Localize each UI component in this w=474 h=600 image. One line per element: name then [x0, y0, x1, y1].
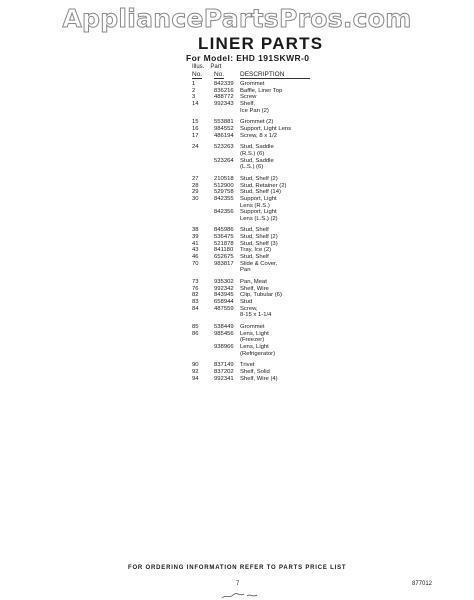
part-no-label: No.: [214, 71, 225, 78]
part-row: [192, 279, 320, 286]
part-row: [192, 81, 320, 88]
illus-number: 3: [192, 94, 196, 101]
document-code: 877012: [412, 581, 433, 587]
part-number: 938966: [214, 343, 234, 350]
part-number: 512900: [214, 182, 234, 189]
part-row-continuation: [192, 203, 320, 210]
part-row-continuation: [192, 351, 320, 358]
model-line: For Model: EHD 191SKWR-0: [186, 53, 310, 63]
part-description: Clip, Tubular (6): [240, 292, 282, 299]
part-description: Stud, Shelf (2): [240, 175, 278, 182]
part-number: 521878: [214, 240, 234, 247]
part-number: 538449: [214, 324, 234, 330]
illus-number: 29: [192, 189, 199, 196]
no-label: No.: [192, 71, 203, 78]
part-row: [192, 144, 320, 151]
part-row: [192, 299, 320, 306]
part-description: (Refrigerator): [240, 350, 276, 357]
illus-number: 14: [192, 100, 199, 107]
part-row: [192, 209, 320, 216]
illus-number: [192, 209, 214, 216]
part-description: Tray, Ice (2): [240, 247, 272, 254]
part-description: 8-15 x 1-1/4: [240, 312, 272, 319]
part-number: 992341: [214, 375, 234, 382]
illus-number: [192, 158, 214, 165]
part-row: [192, 88, 320, 95]
part-row: [192, 119, 320, 126]
page-number: 7: [236, 581, 240, 587]
part-row: [192, 133, 320, 140]
illus-number: 43: [192, 247, 199, 254]
column-header-top: [192, 64, 227, 70]
illus-number: 94: [192, 375, 199, 382]
part-number: 487559: [214, 305, 234, 312]
part-number: 523264: [214, 157, 234, 164]
part-row: [192, 158, 320, 165]
part-number: [214, 267, 240, 274]
part-row: [192, 94, 320, 101]
part-number: 658944: [214, 299, 234, 306]
illus-number: 2: [192, 87, 196, 94]
part-description: Support, Light: [240, 195, 277, 202]
part-description: Lens (L.S.) (2): [240, 215, 278, 222]
part-row: [192, 261, 320, 268]
illus-number: 73: [192, 279, 199, 286]
part-row: [192, 241, 320, 248]
part-number: [214, 337, 240, 344]
part-row: [192, 344, 320, 351]
illus-number: 86: [192, 330, 199, 337]
part-number: 210518: [214, 175, 234, 182]
part-row: [192, 362, 320, 369]
part-row: [192, 292, 320, 299]
part-description: Stud, Retainer (2): [240, 182, 287, 189]
part-description: Stud, Shelf (3): [240, 240, 278, 247]
part-row: [192, 324, 320, 331]
ordering-footer: FOR ORDERING INFORMATION REFER TO PARTS PRICE LIST: [128, 565, 347, 571]
part-description: Shelf, Solid: [240, 368, 270, 375]
part-row: [192, 101, 320, 108]
illus-number: [192, 337, 214, 344]
part-number: [214, 108, 240, 115]
part-row: [192, 254, 320, 261]
part-number: 983817: [214, 260, 234, 267]
part-row: [192, 331, 320, 338]
description-label: DESCRIPTION: [240, 71, 310, 79]
part-row: [192, 196, 320, 203]
part-description: (L.S.) (6): [240, 164, 264, 171]
illus-number: 76: [192, 285, 199, 292]
part-row-continuation: [192, 312, 320, 319]
part-description: Grommet (2): [240, 119, 274, 126]
part-number: [214, 164, 240, 171]
part-description: Stud, Saddle: [240, 144, 274, 151]
illus-number: 85: [192, 324, 199, 330]
illus-number: 16: [192, 125, 199, 132]
part-number: 843945: [214, 292, 234, 299]
part-number: 841180: [214, 247, 234, 254]
part-row-continuation: [192, 151, 320, 158]
part-row: [192, 234, 320, 241]
part-number: 836216: [214, 87, 234, 94]
part-description: (Freezer): [240, 337, 265, 344]
part-description: Pan: [240, 267, 251, 274]
illus-number: 70: [192, 260, 199, 267]
column-header: [192, 71, 310, 79]
part-number: 992342: [214, 285, 234, 292]
part-description: Stud, Shelf: [240, 227, 269, 234]
part-number: 523263: [214, 144, 234, 151]
part-description: Shelf, Wire: [240, 285, 269, 292]
part-row: [192, 227, 320, 234]
part-description: Ice Pan (2): [240, 107, 269, 114]
part-number: [214, 312, 240, 319]
part-row: [192, 247, 320, 254]
part-description: Pan, Meat: [240, 279, 267, 286]
part-number: [214, 216, 240, 223]
part-description: Baffle, Liner Top: [240, 87, 283, 94]
part-description: Shelf,: [240, 100, 256, 107]
part-description: (R.S.) (6): [240, 150, 265, 157]
part-row-continuation: [192, 267, 320, 274]
part-number: 837202: [214, 368, 234, 375]
page-title: LINER PARTS: [198, 34, 324, 53]
part-description: Support, Light: [240, 209, 277, 216]
part-description: Shelf, Wire (4): [240, 375, 278, 382]
part-number: 842339: [214, 81, 234, 87]
part-row-continuation: [192, 164, 320, 171]
part-description: Grommet: [240, 81, 265, 87]
illus-number: 84: [192, 305, 199, 312]
illus-number: 15: [192, 119, 199, 126]
illus-number: 83: [192, 299, 199, 306]
part-number: 935302: [214, 279, 234, 286]
illus-number: 92: [192, 368, 199, 375]
illus-number: [192, 312, 214, 319]
part-description: Stud, Shelf (14): [240, 189, 281, 196]
part-row-continuation: [192, 337, 320, 344]
part-description: Slide & Cover,: [240, 260, 278, 267]
part-description: Grommet: [240, 324, 265, 330]
illus-number: [192, 267, 214, 274]
part-number: [214, 203, 240, 210]
part-row: [192, 189, 320, 196]
part-description: Support, Light Lens: [240, 125, 292, 132]
part-number: 842355: [214, 195, 234, 202]
part-description: Stud, Saddle: [240, 157, 274, 164]
illus-label: Illus.: [192, 64, 205, 70]
illus-number: [192, 151, 214, 158]
part-row-continuation: [192, 108, 320, 115]
illus-number: [192, 344, 214, 351]
illus-number: [192, 203, 214, 210]
part-description: Lens (R.S.): [240, 202, 270, 209]
part-row: [192, 176, 320, 183]
illus-number: 90: [192, 362, 199, 369]
parts-list: [192, 81, 320, 382]
illus-number: [192, 108, 214, 115]
part-number: [214, 151, 240, 158]
part-row: [192, 126, 320, 133]
part-number: 992343: [214, 100, 234, 107]
part-number: 652675: [214, 254, 234, 261]
illus-number: 17: [192, 132, 199, 139]
part-row: [192, 369, 320, 376]
illus-number: 38: [192, 227, 199, 234]
watermark-logo: AppliancePartsPros.com: [62, 4, 412, 33]
part-description: Screw, 8 x 1/2: [240, 132, 277, 139]
illus-number: 1: [192, 81, 196, 87]
part-row: [192, 286, 320, 293]
part-description: Stud, Shelf: [240, 254, 269, 261]
part-number: 837149: [214, 362, 234, 369]
handwritten-mark: [220, 590, 260, 600]
part-number: 984552: [214, 125, 234, 132]
part-description: Screw: [240, 94, 257, 101]
illus-number: 28: [192, 182, 199, 189]
illus-number: 82: [192, 292, 199, 299]
part-row: [192, 183, 320, 190]
illus-number: 41: [192, 240, 199, 247]
part-row: [192, 306, 320, 313]
part-number: [214, 351, 240, 358]
part-description: Screw,: [240, 305, 258, 312]
part-number: 536475: [214, 234, 234, 241]
illus-number: 24: [192, 144, 199, 151]
part-description: Stud, Shelf (2): [240, 234, 278, 241]
part-number: 553881: [214, 119, 234, 126]
illus-number: [192, 351, 214, 358]
illus-number: 39: [192, 234, 199, 241]
part-description: Lens, Light: [240, 330, 269, 337]
part-number: 845986: [214, 227, 234, 234]
part-description: Stud: [240, 299, 253, 306]
part-row-continuation: [192, 216, 320, 223]
illus-number: 46: [192, 254, 199, 261]
part-row: [192, 376, 320, 383]
illus-number: 30: [192, 195, 199, 202]
part-number: 486194: [214, 132, 234, 139]
part-number: 985456: [214, 330, 234, 337]
part-description: Lens, Light: [240, 343, 269, 350]
illus-number: [192, 164, 214, 171]
part-label: Part: [210, 64, 222, 70]
part-number: 529758: [214, 189, 234, 196]
illus-number: 27: [192, 175, 199, 182]
part-number: 842356: [214, 209, 234, 216]
part-number: 488772: [214, 94, 234, 101]
part-description: Trivet: [240, 362, 255, 369]
illus-number: [192, 216, 214, 223]
